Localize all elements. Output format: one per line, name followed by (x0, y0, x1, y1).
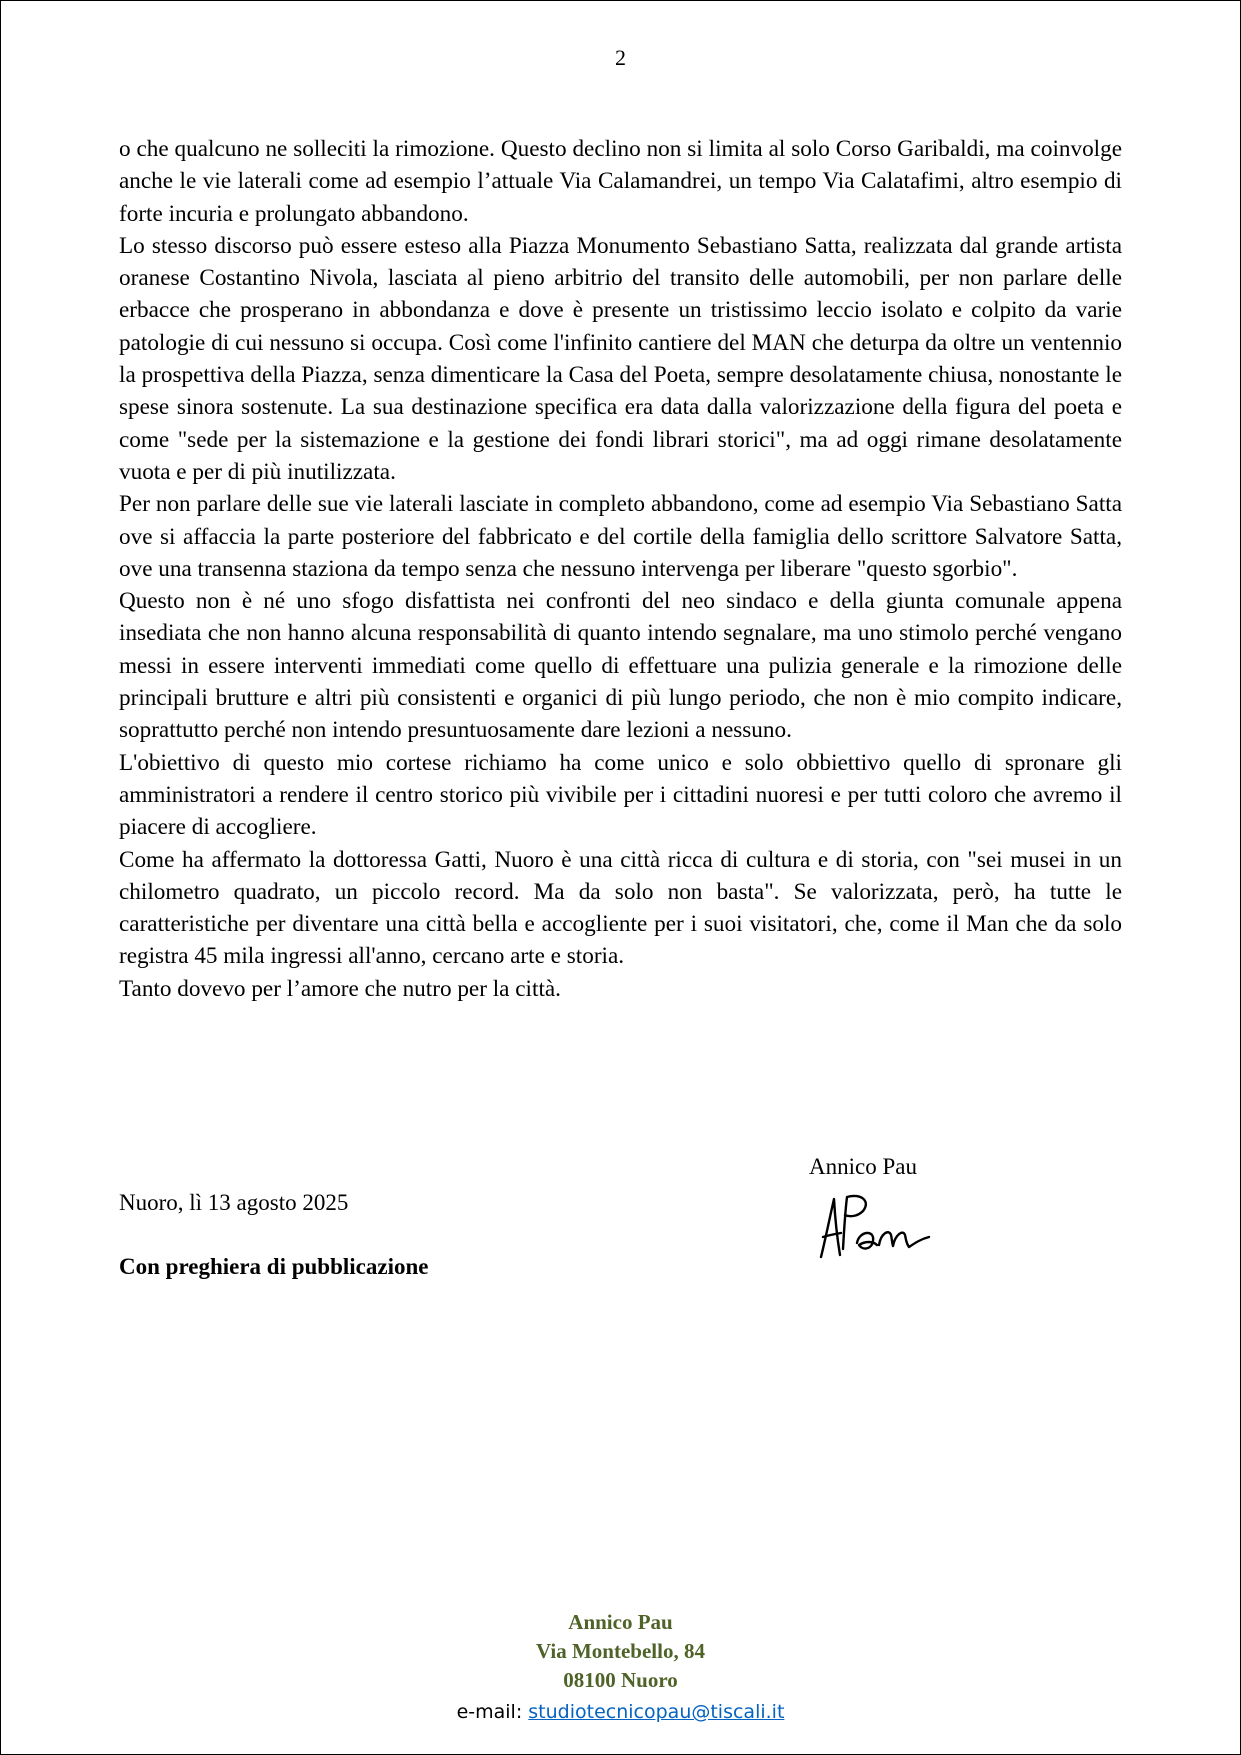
letterhead-footer (1, 1608, 1240, 1727)
place-date: Nuoro, lì 13 agosto 2025 (119, 1190, 349, 1215)
paragraph: Lo stesso discorso può essere esteso alla Piazza Monumento Sebastiano Satta, realizzata dal grande artista oranese Costantino Nivola, lasciata al pieno arbitrio del transito delle automobili, per non parlare delle erbacce che prosperano in abbondanza e dove è presente un tristissimo leccio isolato e colpito da varie patologie di cui nessuno si occupa. Così come l'infinito cantiere del MAN che deturpa da oltre un ventennio la prospettiva della Piazza, senza dimenticare la Casa del Poeta, sempre desolatamente chiusa, nonostante le spese sinora sostenute. La sua destinazione specifica era data dalla valorizzazione della figura del poeta e come "sede per la sistemazione e la gestione dei fondi librari storici", ma ad oggi rimane desolatamente vuota e per di più inutilizzata. (119, 232, 1122, 485)
page-number: 2 (615, 45, 626, 70)
paragraph: Questo non è né uno sfogo disfattista nei confronti del neo sindaco e della giunta comunale appena insediata che non hanno alcuna responsabilità di quanto intendo segnalare, ma uno stimolo perché vengano messi in essere interventi immediati come quello di effettuare una pulizia generale e la rimozione delle principali brutture e altri più consistenti e organici di più lungo periodo, che non è mio compito indicare, soprattutto perché non intendo presuntuosamente dare lezioni a nessuno. (119, 588, 1122, 744)
paragraph: L'obiettivo di questo mio cortese richiamo ha come unico e solo obbiettivo quello di spronare gli amministratori a rendere il centro storico più vivibile per i cittadini nuoresi e per tutti coloro che avremo il piacere di accogliere. (119, 749, 1122, 841)
signature-block (809, 1151, 1029, 1261)
footer-name: Annico Pau (568, 1610, 673, 1634)
footer-email-line (1, 1697, 1240, 1727)
letter-body (119, 133, 1122, 1005)
paragraph: Tanto dovevo per l’amore che nutro per la città. (119, 975, 561, 1002)
email-link[interactable]: studiotecnicopau@tiscali.it (528, 1701, 785, 1723)
publication-note: Con preghiera di pubblicazione (119, 1254, 429, 1279)
paragraph: Per non parlare delle sue vie laterali lasciate in completo abbandono, come ad esempio Via Sebastiano Satta ove si affaccia la parte posteriore del fabbricato e del cortile della famiglia dello scrittore Salvatore Satta, ove una transenna staziona da tempo senza che nessuno intervenga per liberare "questo sgorbio". (119, 491, 1122, 582)
footer-city: 08100 Nuoro (563, 1668, 678, 1692)
handwritten-signature (817, 1191, 967, 1261)
email-label: e-mail: (456, 1701, 529, 1723)
footer-address: Via Montebello, 84 (536, 1639, 705, 1663)
signature-name: Annico Pau (809, 1154, 917, 1179)
paragraph: o che qualcuno ne solleciti la rimozione. Questo declino non si limita al solo Corso Garibaldi, ma coinvolge anche le vie laterali come ad esempio l’attuale Via Calamandrei, un tempo Via Calatafimi, altro esempio di forte incuria e prolungato abbandono. (119, 136, 1122, 227)
paragraph: Come ha affermato la dottoressa Gatti, Nuoro è una città ricca di cultura e di storia, con "sei musei in un chilometro quadrato, un piccolo record. Ma da solo non basta". Se valorizzata, però, ha tutte le caratteristiche per diventare una città bella e accogliente per i suoi visitatori, che, come il Man che da solo registra 45 mila ingressi all'anno, cercano arte e storia. (119, 846, 1122, 970)
